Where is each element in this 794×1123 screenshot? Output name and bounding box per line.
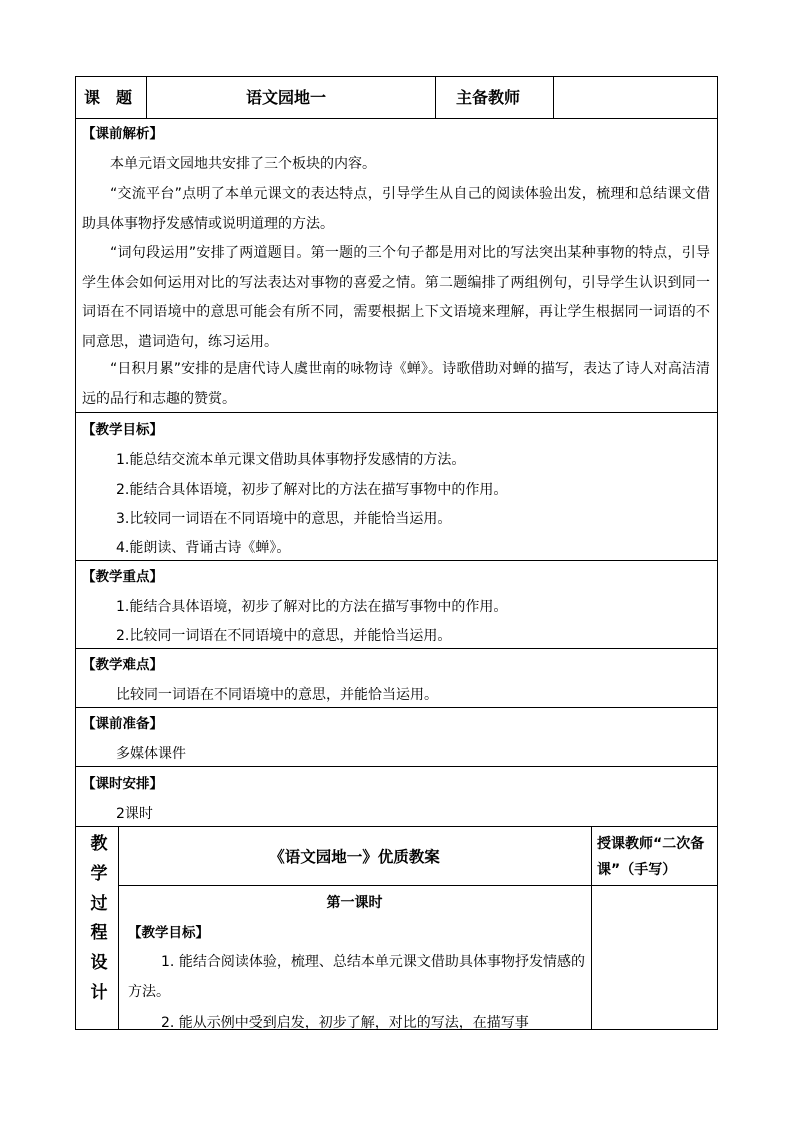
preparation-title: 【课前准备】 [82,716,163,732]
analysis-text-3: “词句段运用”安排了两道题目。第一题的三个句子都是用对比的写法突出某种事物的特点，引导学生体会如何运用对比的写法表达对事物的喜爱之情。第二题编排了两组例句，引导学生认识到同一词语在不同语境中的意思可能会有所不同，需要根据上下文语境来理解，再让学生根据同一词语的不同意思，遣词造句，练习运用。 [82,245,710,350]
process-goals-title: 【教学目标】 [128,925,209,941]
row-divider-difficulties [75,707,718,708]
side-label-char-2: 学 [90,864,108,884]
difficulties-title: 【教学难点】 [82,657,163,673]
row-divider-preparation [75,766,718,767]
analysis-paragraph-1 [82,150,710,180]
process-goal-item-2 [128,1008,585,1038]
analysis-text-1: 本单元语文园地共安排了三个板块的内容。 [110,156,376,172]
goal-item-3: 3.比较同一词语在不同语境中的意思，并能恰当运用。 [116,511,452,527]
side-label-char-6: 计 [90,983,108,1003]
table-border-left [75,76,76,1030]
subject-value: 语文园地一 [246,88,327,107]
row-divider-header [75,118,718,119]
goals-title: 【教学目标】 [82,422,163,438]
goal-item-2: 2.能结合具体语境，初步了解对比的方法在描写事物中的作用。 [116,482,508,498]
table-border-top [75,76,718,77]
plan-title: 《语文园地一》优质教案 [269,848,440,866]
subject-label: 课 题 [84,88,133,107]
analysis-text-4: “日积月累”安排的是唐代诗人虞世南的咏物诗《蝉》。诗歌借助对蝉的描写，表达了诗人对高洁清远的品行和志趣的赞赏。 [82,361,710,407]
goal-item-1: 1.能总结交流本单元课文借助具体事物抒发感情的方法。 [116,452,466,468]
analysis-paragraph-4 [82,355,710,414]
side-label-char-3: 过 [90,894,108,914]
key-points-title: 【教学重点】 [82,569,163,585]
header-divider-2 [435,76,436,118]
preparation-text: 多媒体课件 [116,746,186,762]
header-divider-1 [146,76,147,118]
side-label-char-1: 教 [90,834,108,854]
row-divider-schedule [75,826,718,827]
notes-header: 授课教师“二次备课”（手写） [597,836,705,878]
key-point-item-2: 2.比较同一词语在不同语境中的意思，并能恰当运用。 [116,628,452,644]
schedule-text: 2课时 [116,806,153,822]
side-label-char-4: 程 [90,923,108,943]
process-goal-text-1: 1. 能结合阅读体验，梳理、总结本单元课文借助具体事物抒发情感的方法。 [128,954,585,1000]
side-label-char-5: 设 [90,953,108,973]
table-border-right [717,76,718,1030]
row-divider-key-points [75,648,718,649]
process-goal-text-2: 2. 能从示例中受到启发，初步了解，对比的写法，在描写事 [161,1015,529,1031]
process-goal-item-1 [128,947,585,1007]
teacher-label: 主备教师 [456,88,521,107]
analysis-paragraph-3 [82,239,710,357]
process-notes-divider [591,826,592,1030]
difficulties-text: 比较同一词语在不同语境中的意思，并能恰当运用。 [116,687,438,703]
analysis-paragraph-2 [82,180,710,239]
key-point-item-1: 1.能结合具体语境，初步了解对比的方法在描写事物中的作用。 [116,599,508,615]
schedule-title: 【课时安排】 [82,776,163,792]
lesson-title: 第一课时 [326,895,383,911]
row-divider-goals [75,560,718,561]
header-divider-3 [553,76,554,118]
analysis-title: 【课前解析】 [82,126,163,142]
analysis-text-2: “交流平台”点明了本单元课文的表达特点，引导学生从自己的阅读体验出发，梳理和总结课文借助具体事物抒发感情或说明道理的方法。 [82,186,710,232]
goal-item-4: 4.能朗读、背诵古诗《蝉》。 [116,540,291,556]
process-title-divider [118,885,718,886]
